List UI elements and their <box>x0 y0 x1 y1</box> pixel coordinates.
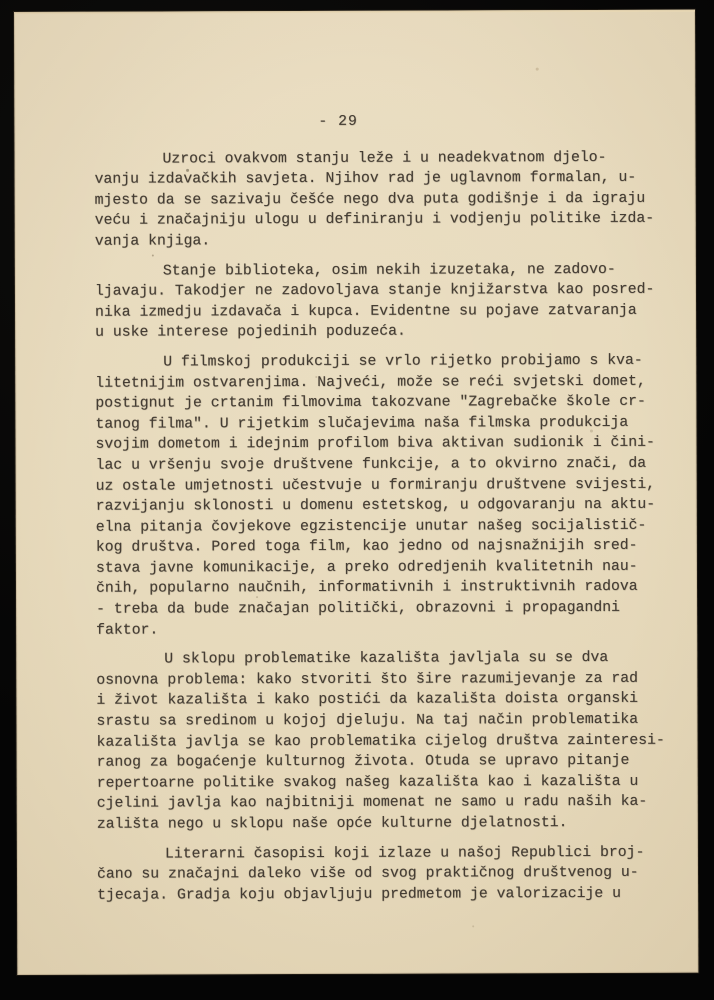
text-line: svojim dometom i idejnim profilom biva aktivan sudionik i čini- <box>95 435 655 454</box>
paper-page <box>14 10 698 975</box>
text-line: razvijanju sklonosti u domenu estetskog, u odgovaranju na aktu- <box>95 496 656 515</box>
text-line: veću i značajniju ulogu u definiranju i vodjenju politike izda- <box>94 211 655 230</box>
text-line: U filmskoj produkciji se vrlo rijetko probijamo s kva- <box>163 352 643 371</box>
paragraph <box>94 147 655 252</box>
text-line: nika izmedju izdavača i kupca. Evidentne su pojave zatvaranja <box>95 302 637 321</box>
text-line: mjesto da se sazivaju češće nego dva puta godišnje i da igraju <box>94 190 646 209</box>
text-line: Uzroci ovakvom stanju leže i u neadekvatnom djelo- <box>162 149 607 168</box>
text-line: cjelini javlja kao najbitniji momenat ne samo u radu naših ka- <box>96 794 648 813</box>
text-line: vanju izdavačkih savjeta. Njihov rad je uglavnom formalan, u- <box>94 170 637 188</box>
text-line: kazališta javlja se kao problematika cijelog društva zainteresi- <box>96 732 665 751</box>
text-line: Stanje biblioteka, osim nekih izuzetaka, ne zadovo- <box>162 261 616 280</box>
text-line: i život kazališta i kako postići da kazališta doista organski <box>96 691 639 710</box>
text-line: tjecaja. Gradja koju objavljuju predmetom je valorizacije u <box>97 885 622 904</box>
text-line: ljavaju. Takodjer ne zadovoljava stanje knjižarstva kao posred- <box>94 281 655 300</box>
text-line: faktor. <box>96 622 159 639</box>
paragraph <box>97 842 658 906</box>
paragraph <box>96 648 665 835</box>
text-line: ranog za bogaćenje kulturnog života. Otuda se upravo pitanje <box>96 753 630 771</box>
text-line: stava javne komunikacije, a preko odredjenih kvalitetnih nau- <box>95 558 638 577</box>
typewritten-content <box>14 10 698 907</box>
text-line: lac u vršenju svoje društvene funkcije, a to okvirno znači, da <box>95 455 647 474</box>
text-line: repertoarne politike svakog našeg kazališta kao i kazališta u <box>96 773 639 792</box>
text-line: vanja knjiga. <box>94 233 211 250</box>
text-line: uz ostale umjetnosti učestvuje u formiranju društvene svijesti, <box>95 476 656 495</box>
text-line: - treba da bude značajan politički, obrazovni i propagandni <box>96 599 621 618</box>
text-line: Literarni časopisi koji izlaze u našoj Republici broj- <box>164 844 645 863</box>
text-line: čano su značajni daleko više od svog praktičnog društvenog u- <box>96 865 639 883</box>
page-number: - 29 <box>318 113 358 130</box>
paragraph <box>95 259 656 343</box>
text-line: elna pitanja čovjekove egzistencije unutar našeg socijalistič- <box>95 517 647 536</box>
text-line: srastu sa sredinom u kojoj djeluju. Na taj način problematika <box>96 711 639 730</box>
text-line: U sklopu problematike kazališta javljala su se dva <box>164 650 609 668</box>
text-line: u uske interese pojedinih poduzeća. <box>95 323 406 342</box>
text-line: tanog filma". U rijetkim slučajevima naša filmska produkcija <box>95 414 629 433</box>
text-line: litetnijim ostvarenjima. Najveći, može se reći svjetski domet, <box>95 373 646 392</box>
document-body <box>94 147 665 906</box>
text-line: zališta nego u sklopu naše opće kulturne djelatnosti. <box>96 815 568 833</box>
paragraph <box>95 351 657 641</box>
text-line: čnih, popularno naučnih, informativnih i instruktivnih radova <box>95 579 638 598</box>
text-line: kog društva. Pored toga film, kao jedno od najsnažnijih sred- <box>95 538 638 556</box>
text-line: osnovna problema: kako stvoriti što šire razumijevanje za rad <box>96 670 639 689</box>
text-line: postignut je crtanim filmovima takozvane "Zagrebačke škole cr- <box>95 393 646 412</box>
